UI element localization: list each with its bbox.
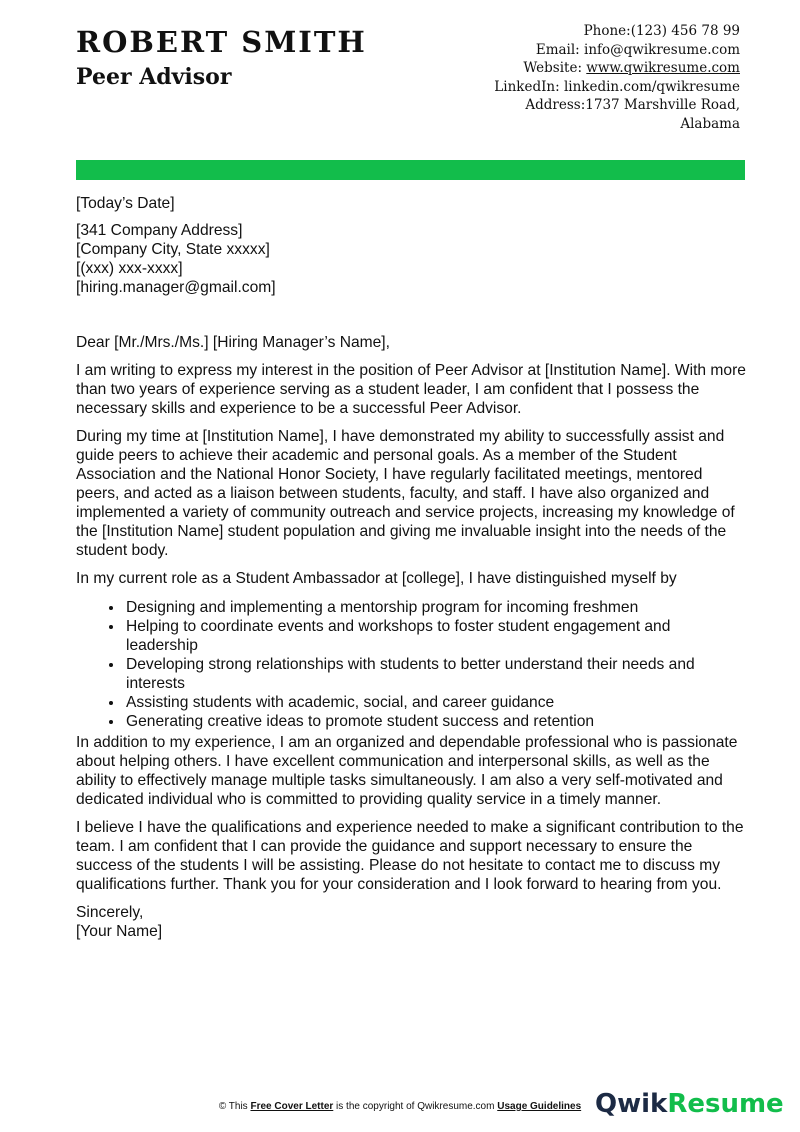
- contact-email: Email: info@qwikresume.com: [535, 41, 740, 58]
- list-item: • Developing strong relationships with students to better understand their needs and interests: [124, 655, 746, 693]
- website-link[interactable]: www.qwikresume.com: [586, 60, 740, 76]
- usage-guidelines-link[interactable]: Usage Guidelines: [497, 1101, 582, 1112]
- copyright-footer: [0, 1101, 800, 1113]
- paragraph-experience: During my time at [Institution Name], I have demonstrated my ability to successfully assist and guide peers to achieve their academic and personal goals. As a member of the Student Association and the National Honor Society, I have regularly facilitated meetings, mentored peers, and acted as a liaison between students, faculty, and staff. I have also organized and implemented a variety of community outreach and service projects, increasing my knowledge of the [Institution Name] student population and giving me invaluable insight into the needs of the student body.: [76, 428, 735, 559]
- list-item: • Helping to coordinate events and workshops to foster student engagement and leadership: [124, 617, 746, 655]
- contact-website: [440, 59, 740, 78]
- free-cover-letter-link[interactable]: Free Cover Letter: [250, 1101, 334, 1112]
- letter-body: [76, 194, 746, 941]
- paragraph-closing: I believe I have the qualifications and experience needed to make a significant contribution to the team. I am confident that I can provide the guidance and support necessary to ensure the success of the students I will be assisting. Please do not hesitate to contact me to discuss my qualifications further. Thank you for your consideration and I look forward to hearing from you.: [76, 819, 744, 893]
- list-item: • Assisting students with academic, social, and career guidance: [124, 693, 746, 712]
- footer-middle: is the copyright of Qwikresume.com: [333, 1101, 498, 1112]
- contact-linkedin: LinkedIn: linkedin.com/qwikresume: [494, 78, 740, 95]
- greeting: Dear [Mr./Mrs./Ms.] [Hiring Manager’s Name],: [76, 334, 390, 351]
- candidate-name: ROBERT SMITH: [76, 25, 367, 59]
- contact-address-line2: Alabama: [680, 115, 740, 132]
- job-title: Peer Advisor: [76, 64, 232, 90]
- contact-block: [440, 22, 740, 133]
- achievement-list: [76, 598, 746, 731]
- contact-phone: Phone:(123) 456 78 99: [583, 23, 740, 39]
- list-item: • Generating creative ideas to promote student success and retention: [124, 712, 746, 731]
- address-line: [341 Company Address]: [76, 222, 243, 239]
- list-item: • Designing and implementing a mentorship program for incoming freshmen: [124, 598, 746, 617]
- signature: [Your Name]: [76, 923, 163, 940]
- closing: Sincerely,: [76, 904, 144, 921]
- logo-text-resume: Resume: [667, 1089, 784, 1119]
- paragraph-intro: I am writing to express my interest in the position of Peer Advisor at [Institution Name]. With more than two years of experience serving as a student leader, I am confident that I possess the necessary skills and experience to be a successful Peer Advisor.: [76, 362, 746, 417]
- footer-text: [217, 1101, 583, 1112]
- logo-text-qwik: Qwik: [595, 1089, 668, 1119]
- address-line: [Company City, State xxxxx]: [76, 241, 270, 258]
- contact-address-line1: Address:1737 Marshville Road,: [525, 97, 740, 113]
- website-label: Website:: [523, 60, 587, 76]
- paragraph-current-role: In my current role as a Student Ambassador at [college], I have distinguished myself by: [76, 570, 677, 587]
- letter-date: [Today’s Date]: [76, 195, 175, 212]
- recipient-address: [76, 221, 746, 297]
- address-line: [(xxx) xxx-xxxx]: [76, 260, 183, 277]
- address-line: [hiring.manager@gmail.com]: [76, 279, 276, 296]
- paragraph-qualities: In addition to my experience, I am an organized and dependable professional who is passionate about helping others. I have excellent communication and interpersonal skills, as well as the ability to effectively manage multiple tasks simultaneously. I am also a very self-motivated and dedicated individual who is committed to providing quality service in a timely manner.: [76, 734, 738, 808]
- header-accent-bar: [76, 160, 745, 180]
- footer-prefix: © This: [218, 1101, 251, 1112]
